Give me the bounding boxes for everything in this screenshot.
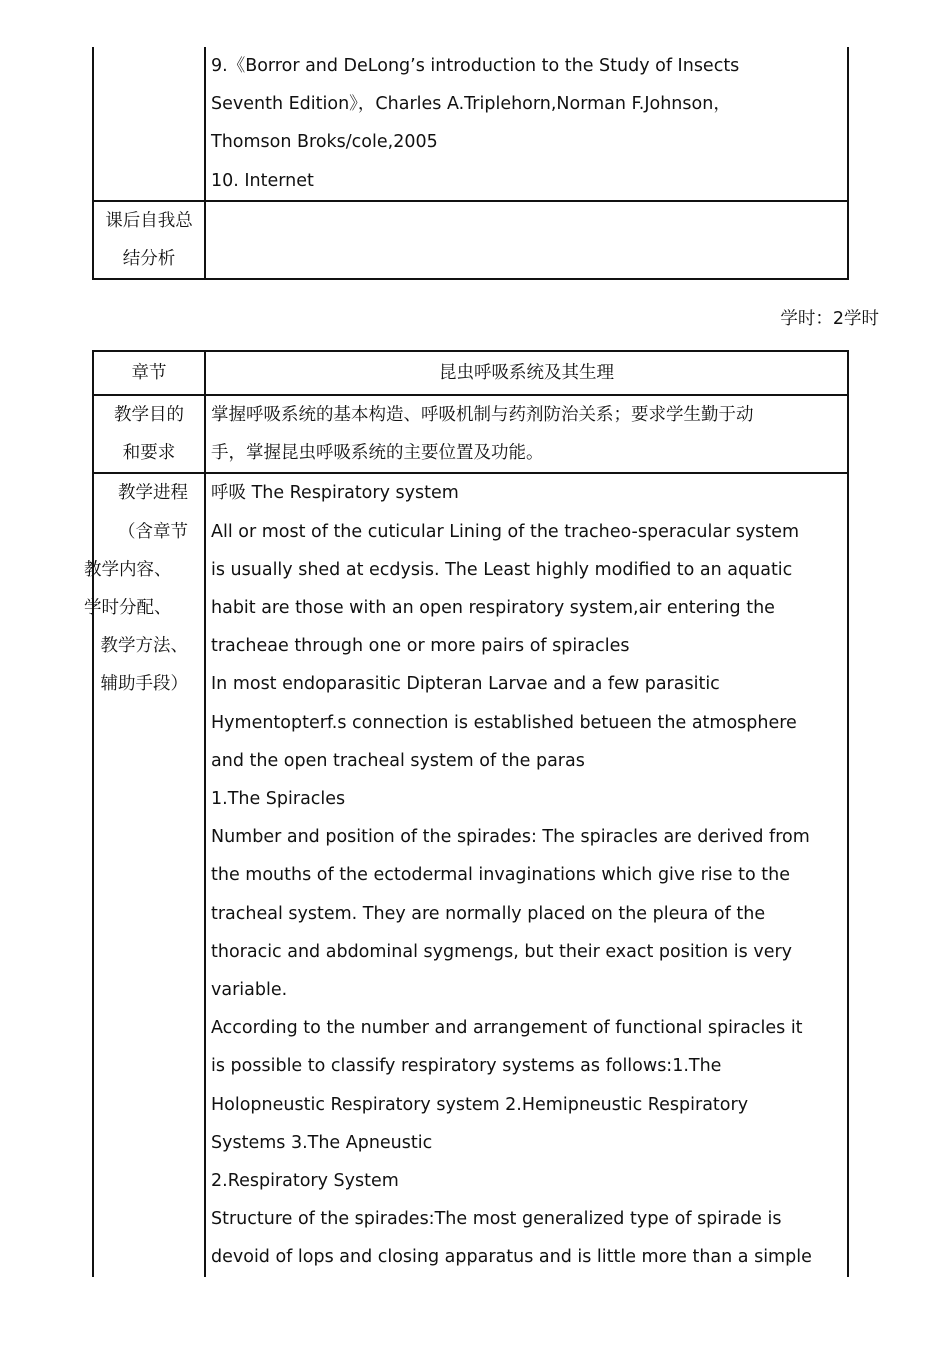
- process-label-line: （含章节: [118, 521, 188, 542]
- process-label-cell: [84, 473, 205, 1276]
- reference-line: Seventh Edition》，Charles A.Triplehorn,Norman F.Johnson，: [211, 94, 731, 115]
- process-line: is usually shed at ecdysis. The Least highly modified to an aquatic: [211, 559, 793, 580]
- process-line: Hymentopterf.s connection is established betueen the atmosphere: [211, 712, 797, 733]
- objectives-row: [93, 395, 848, 473]
- references-row: [93, 47, 848, 201]
- objectives-content-cell: [205, 395, 848, 473]
- objectives-label-line: 教学目的: [114, 405, 184, 425]
- summary-content-cell: [205, 201, 848, 279]
- objectives-line: 掌握呼吸系统的基本构造、呼吸机制与药剂防治关系；要求学生勤于动: [211, 405, 754, 425]
- summary-label-line: 课后自我总: [105, 210, 193, 231]
- references-content-cell: [205, 47, 848, 201]
- process-line: variable.: [211, 980, 288, 1001]
- process-line: tracheae through one or more pairs of spiracles: [211, 636, 630, 657]
- chapter-title: 昆虫呼吸系统及其生理: [205, 351, 848, 395]
- process-line: Holopneustic Respiratory system 2.Hemipneustic Respiratory: [211, 1094, 749, 1115]
- lesson-plan-table: [84, 350, 849, 1277]
- summary-label-cell: [93, 201, 205, 279]
- summary-label-line: 结分析: [122, 249, 176, 270]
- process-line: tracheal system. They are normally placed on the pleura of the: [211, 903, 766, 924]
- process-line: habit are those with an open respiratory system,air entering the: [211, 598, 775, 619]
- process-line: Number and position of the spirades: The spiracles are derived from: [211, 827, 810, 848]
- process-content-cell: [205, 473, 848, 1276]
- process-label-line: 教学进程: [118, 483, 188, 504]
- process-line: and the open tracheal system of the paras: [211, 750, 585, 771]
- process-line: devoid of lops and closing apparatus and is little more than a simple: [211, 1247, 812, 1268]
- process-line: In most endoparasitic Dipteran Larvae and a few parasitic: [211, 674, 720, 695]
- process-line: 1.The Spiracles: [211, 789, 346, 810]
- process-row: [93, 473, 848, 1276]
- process-label-line: 教学内容、: [84, 559, 172, 580]
- process-line: 呼吸 The Respiratory system: [211, 483, 459, 504]
- process-line: the mouths of the ectodermal invaginations which give rise to the: [211, 865, 790, 886]
- process-line: According to the number and arrangement of functional spiracles it: [211, 1018, 803, 1039]
- objectives-label-line: 和要求: [122, 443, 176, 464]
- references-table: [92, 47, 849, 280]
- chapter-label: 章节: [93, 351, 205, 395]
- reference-line: 9.《Borror and DeLong’s introduction to the Study of Insects: [211, 56, 740, 76]
- reference-line: 10. Internet: [211, 170, 314, 191]
- process-line: Systems 3.The Apneustic: [211, 1132, 433, 1153]
- process-label-line: 辅助手段）: [100, 674, 188, 695]
- process-line: is possible to classify respiratory systems as follows:1.The: [211, 1056, 722, 1077]
- process-line: Structure of the spirades:The most generalized type of spirade is: [211, 1209, 782, 1230]
- objectives-line: 手，掌握昆虫呼吸系统的主要位置及功能。: [211, 443, 544, 464]
- objectives-label-cell: [93, 395, 205, 473]
- process-line: All or most of the cuticular Lining of the tracheo-speracular system: [211, 521, 800, 542]
- summary-row: [93, 201, 848, 279]
- chapter-row: [93, 351, 848, 395]
- reference-line: Thomson Broks/cole,2005: [211, 132, 438, 153]
- process-label-line: 学时分配、: [84, 598, 172, 619]
- process-line: 2.Respiratory System: [211, 1171, 399, 1192]
- process-label-line: 教学方法、: [100, 636, 188, 657]
- references-label-cell: [93, 47, 205, 201]
- process-line: thoracic and abdominal sygmengs, but their exact position is very: [211, 941, 793, 962]
- class-hours-text: 学时：2学时: [780, 309, 879, 329]
